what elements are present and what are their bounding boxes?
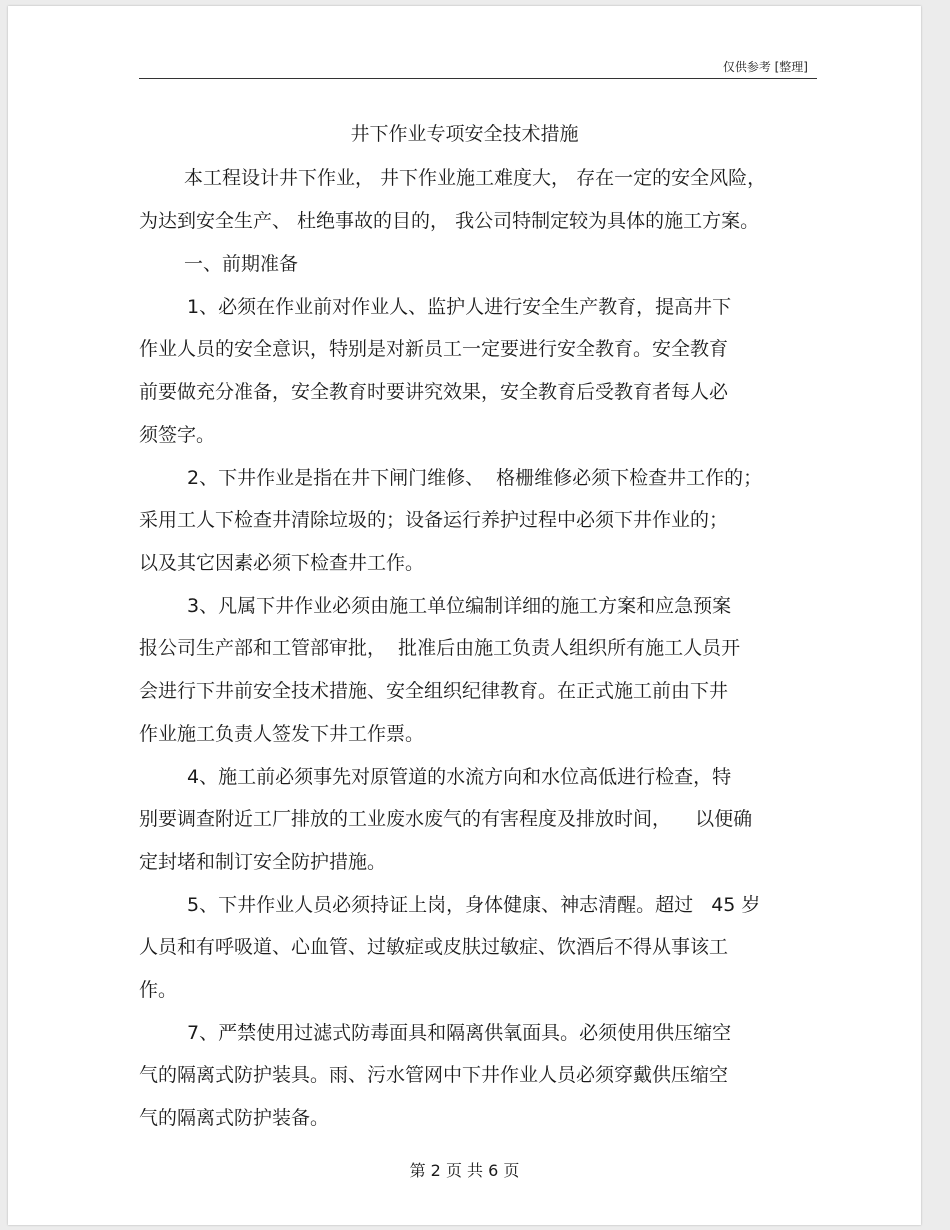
document-page — [8, 6, 921, 1225]
body-line: 作业施工负责人签发下井工作票。 — [139, 723, 425, 745]
body-line: 7、严禁使用过滤式防毒面具和隔离供氧面具。必须使用供压缩空 — [187, 1022, 732, 1044]
header-note: 仅供参考 [整理] — [722, 60, 808, 74]
body-line: 5、下井作业人员必须持证上岗，身体健康、神志清醒。超过 45 岁 — [187, 894, 761, 916]
body-line: 定封堵和制订安全防护措施。 — [139, 851, 387, 873]
body-line: 气的隔离式防护装具。雨、污水管网中下井作业人员必须穿戴供压缩空 — [139, 1064, 729, 1086]
section-heading: 一、前期准备 — [184, 253, 299, 275]
body-line: 须签字。 — [139, 424, 216, 446]
body-line: 人员和有呼吸道、心血管、过敏症或皮肤过敏症、饮酒后不得从事该工 — [139, 936, 729, 958]
body-line: 2、下井作业是指在井下闸门维修、 格栅维修必须下检查井工作的； — [187, 467, 763, 489]
body-line: 作业人员的安全意识，特别是对新员工一定要进行安全教育。安全教育 — [139, 338, 729, 360]
body-line: 为达到安全生产、 杜绝事故的目的， 我公司特制定较为具体的施工方案。 — [139, 210, 760, 232]
body-line: 别要调查附近工厂排放的工业废水废气的有害程度及排放时间， 以便确 — [139, 808, 753, 830]
body-line: 采用工人下检查井清除垃圾的；设备运行养护过程中必须下井作业的； — [139, 509, 729, 531]
document-title: 井下作业专项安全技术措施 — [350, 123, 579, 145]
body-line: 1、必须在作业前对作业人、监护人进行安全生产教育，提高井下 — [187, 296, 732, 318]
body-line: 气的隔离式防护装备。 — [139, 1107, 330, 1129]
body-line: 4、施工前必须事先对原管道的水流方向和水位高低进行检查，特 — [187, 766, 732, 788]
body-line: 3、凡属下井作业必须由施工单位编制详细的施工方案和应急预案 — [187, 595, 732, 617]
header-divider — [139, 78, 817, 79]
body-line: 会进行下井前安全技术措施、安全组织纪律教育。在正式施工前由下井 — [139, 680, 729, 702]
body-line: 作。 — [139, 979, 178, 1001]
body-line: 前要做充分准备，安全教育时要讲究效果，安全教育后受教育者每人必 — [139, 381, 729, 403]
body-line: 本工程设计井下作业， 井下作业施工难度大， 存在一定的安全风险， — [184, 167, 767, 189]
page-number: 第 2 页 共 6 页 — [409, 1161, 520, 1180]
body-line: 以及其它因素必须下检查井工作。 — [139, 552, 425, 574]
body-line: 报公司生产部和工管部审批， 批准后由施工负责人组织所有施工人员开 — [139, 637, 741, 659]
